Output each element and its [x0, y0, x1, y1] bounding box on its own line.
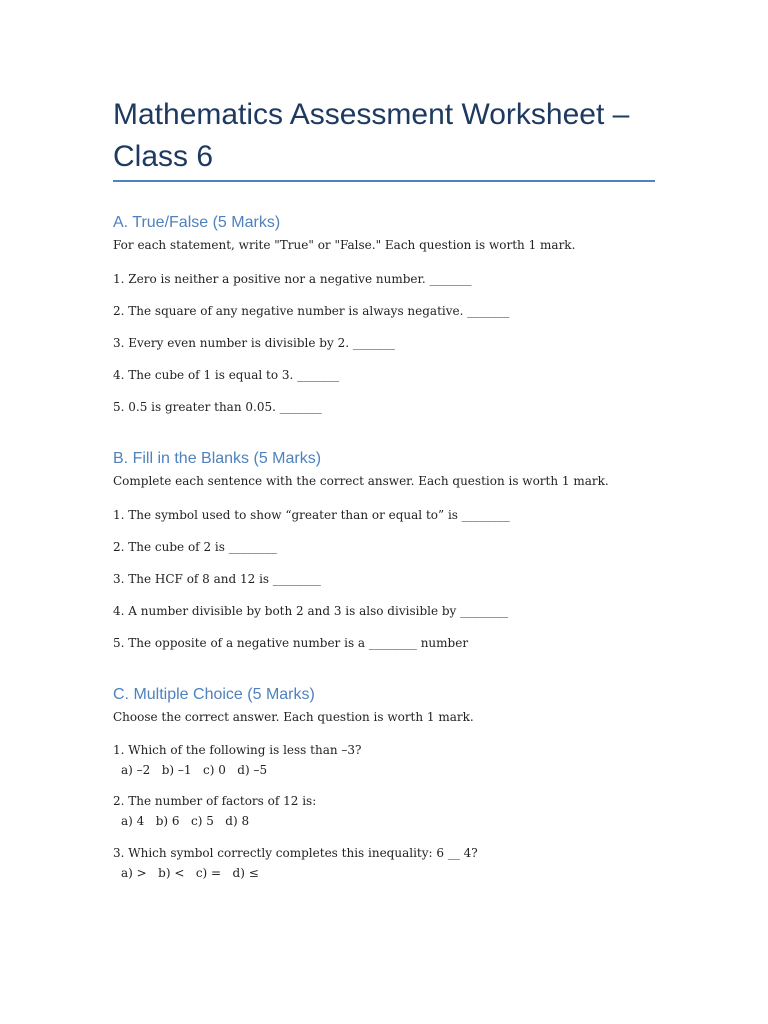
question-b1: 1. The symbol used to show “greater than or equal to” is ________ [113, 508, 510, 522]
section-c-instruction: Choose the correct answer. Each question is worth 1 mark. [113, 710, 474, 724]
section-b-heading: B. Fill in the Blanks (5 Marks) [113, 450, 322, 467]
question-c1-options: a) –2 b) –1 c) 0 d) –5 [121, 763, 268, 777]
question-b4: 4. A number divisible by both 2 and 3 is also divisible by ________ [113, 604, 509, 618]
question-b2: 2. The cube of 2 is ________ [113, 540, 277, 554]
question-b5: 5. The opposite of a negative number is a ________ number [113, 636, 469, 650]
question-c3-options: a) > b) < c) = d) ≤ [121, 866, 259, 880]
question-c2 [113, 793, 316, 829]
section-fill-blanks [113, 449, 673, 650]
title-divider [113, 180, 655, 182]
question-c2-options: a) 4 b) 6 c) 5 d) 8 [121, 814, 250, 828]
question-a3: 3. Every even number is divisible by 2. _______ [113, 336, 395, 350]
section-a-heading: A. True/False (5 Marks) [113, 214, 281, 231]
section-true-false [113, 213, 673, 414]
question-a2: 2. The square of any negative number is always negative. _______ [113, 304, 510, 318]
question-c2-text: 2. The number of factors of 12 is: [113, 794, 317, 808]
question-a4: 4. The cube of 1 is equal to 3. _______ [113, 368, 340, 382]
section-multiple-choice [113, 685, 673, 880]
question-c3-text: 3. Which symbol correctly completes this inequality: 6 __ 4? [113, 846, 478, 860]
question-a5: 5. 0.5 is greater than 0.05. _______ [113, 400, 322, 414]
section-a-instruction: For each statement, write "True" or "False." Each question is worth 1 mark. [113, 238, 576, 252]
section-b-instruction: Complete each sentence with the correct answer. Each question is worth 1 mark. [113, 474, 609, 488]
question-c1 [113, 742, 361, 778]
section-c-heading: C. Multiple Choice (5 Marks) [113, 686, 315, 703]
page-title: Mathematics Assessment Worksheet – Class 6 [113, 98, 630, 173]
question-a1: 1. Zero is neither a positive nor a negative number. _______ [113, 272, 472, 286]
question-b3: 3. The HCF of 8 and 12 is ________ [113, 572, 321, 586]
question-c1-text: 1. Which of the following is less than –3? [113, 743, 362, 757]
question-c3 [113, 845, 478, 881]
